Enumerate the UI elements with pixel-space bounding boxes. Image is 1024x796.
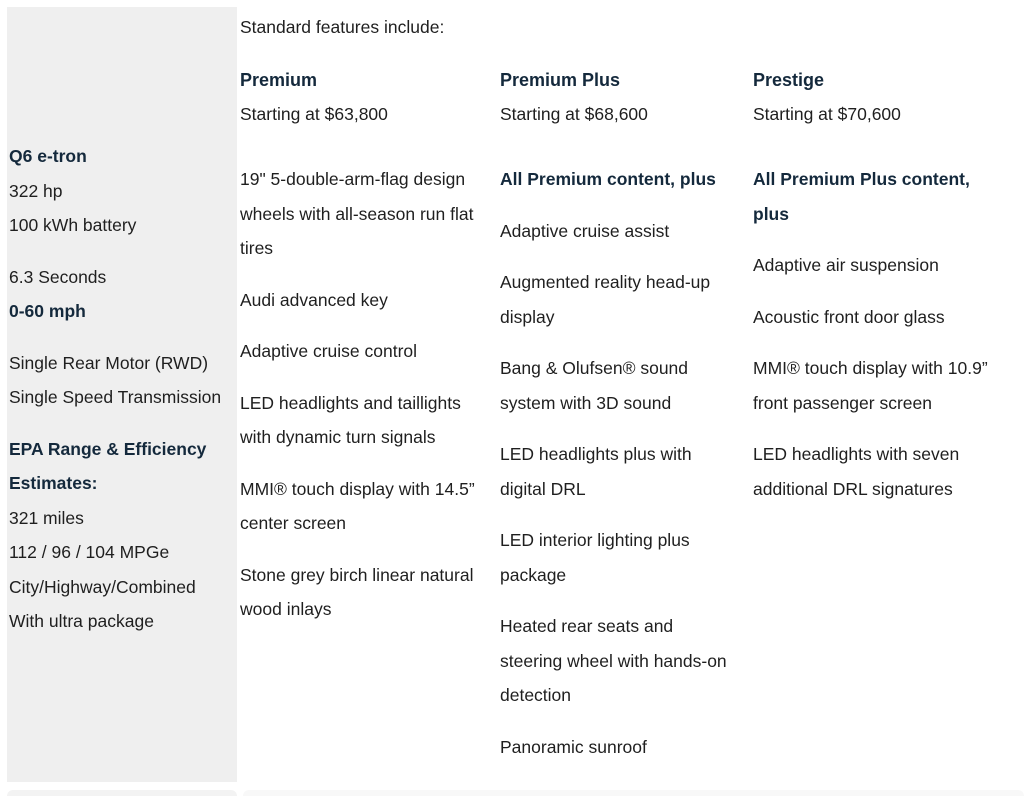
vehicle-spec-text: City/Highway/Combined <box>9 576 196 597</box>
feature-text: MMI® touch display with 10.9” front passenger screen <box>753 358 988 413</box>
feature-text: LED interior lighting plus package <box>500 530 690 585</box>
vehicle-spec-line <box>9 501 233 536</box>
vehicle-spec-text: 112 / 96 / 104 MPGe <box>9 542 170 562</box>
feature-item <box>500 609 737 713</box>
vehicle-spec-text: 321 miles <box>9 507 84 528</box>
feature-item <box>240 386 492 455</box>
feature-text: Adaptive cruise assist <box>500 220 670 241</box>
vehicle-spec-line <box>9 294 233 329</box>
next-row-cell-top-left <box>7 790 237 796</box>
trim-column-premium-plus <box>500 68 737 781</box>
vehicle-spec-text: Single Speed Transmission <box>9 387 222 407</box>
trim-name-prestige: Prestige <box>753 70 825 90</box>
trim-column-premium <box>240 68 492 644</box>
trim-name-premium-plus: Premium Plus <box>500 70 621 90</box>
feature-item <box>753 437 991 506</box>
trim-price-premium-plus: Starting at $68,600 <box>500 104 648 124</box>
vehicle-spec-text: Single Rear Motor (RWD) <box>9 352 209 373</box>
vehicle-spec-text: 322 hp <box>9 180 63 201</box>
trim-price-prestige: Starting at $70,600 <box>753 104 901 124</box>
vehicle-spec-text: Q6 e-tron <box>9 146 87 166</box>
trim-price-premium: Starting at $63,800 <box>240 104 388 124</box>
feature-item <box>500 730 737 765</box>
feature-item <box>240 558 492 627</box>
vehicle-spec-line <box>9 535 233 570</box>
vehicle-spec-text: EPA Range & Efficiency Estimates: <box>9 438 207 493</box>
vehicle-spec-line <box>9 260 233 295</box>
feature-item <box>753 351 991 420</box>
feature-text: LED headlights with seven additional DRL signatures <box>753 444 960 499</box>
vehicle-spec-text: 100 kWh battery <box>9 215 137 235</box>
vehicle-spec-text: 0-60 mph <box>9 301 86 321</box>
feature-text: Panoramic sunroof <box>500 736 647 757</box>
feature-item <box>753 162 991 231</box>
next-row-cell-top-right <box>243 790 1024 796</box>
feature-item <box>500 437 737 506</box>
vehicle-spec-line <box>9 604 233 639</box>
feature-text: All Premium Plus content, plus <box>753 169 970 224</box>
vehicle-spec-line <box>9 570 233 605</box>
vehicle-spec-line <box>9 432 233 501</box>
feature-item <box>240 162 492 266</box>
feature-item <box>753 248 991 283</box>
vehicle-spec-text: With ultra package <box>9 611 154 631</box>
trim-name-premium: Premium <box>240 70 318 90</box>
feature-item <box>500 351 737 420</box>
vehicle-spec-line <box>9 139 233 174</box>
vehicle-spec-text: 6.3 Seconds <box>9 266 107 287</box>
vehicle-spec-line <box>9 174 233 209</box>
feature-text: All Premium content, plus <box>500 169 716 189</box>
feature-item <box>500 214 737 249</box>
trim-features-prestige <box>753 162 991 506</box>
vehicle-spec-line <box>9 380 233 415</box>
vehicle-spec-line <box>9 346 233 381</box>
feature-text: Stone grey birch linear natural wood inlays <box>240 564 474 619</box>
feature-text: LED headlights and taillights with dynamic turn signals <box>240 392 461 447</box>
feature-item <box>240 472 492 541</box>
feature-item <box>753 300 991 335</box>
feature-item <box>500 162 737 197</box>
feature-item <box>500 265 737 334</box>
trim-features-premium <box>240 162 492 627</box>
feature-text: 19" 5-double-arm-flag design wheels with all-season run flat tires <box>240 169 474 258</box>
vehicle-summary-panel <box>7 7 237 782</box>
feature-item <box>240 283 492 318</box>
feature-text: Augmented reality head-up display <box>500 272 711 327</box>
feature-text: MMI® touch display with 14.5” center screen <box>240 478 475 533</box>
trim-features-premium-plus <box>500 162 737 764</box>
feature-text: Adaptive air suspension <box>753 255 939 275</box>
vehicle-spec-line <box>9 208 233 243</box>
intro-text: Standard features include: <box>240 17 445 37</box>
feature-text: Audi advanced key <box>240 289 388 310</box>
feature-text: Bang & Olufsen® sound system with 3D sound <box>500 358 689 413</box>
feature-text: Adaptive cruise control <box>240 341 418 361</box>
feature-text: Acoustic front door glass <box>753 306 945 327</box>
trim-column-prestige <box>753 68 991 523</box>
feature-item <box>240 334 492 369</box>
feature-text: LED headlights plus with digital DRL <box>500 444 692 499</box>
feature-item <box>500 523 737 592</box>
feature-text: Heated rear seats and steering wheel with hands-on detection <box>500 616 727 705</box>
